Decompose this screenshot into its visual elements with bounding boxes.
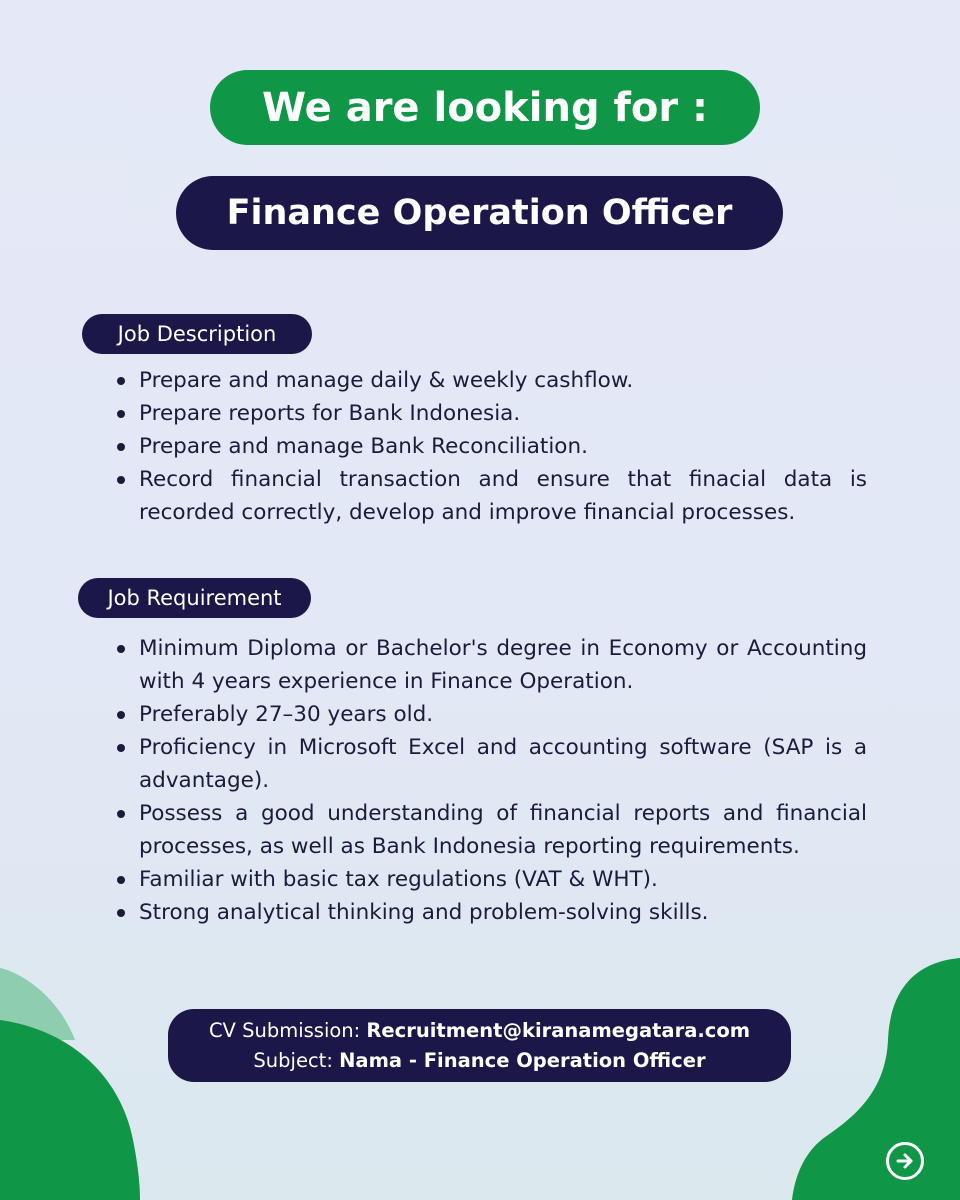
list-item: Possess a good understanding of financial reports and financial processes, as well as Bank Indonesia reporting requirements.: [117, 797, 867, 863]
list-item: Record financial transaction and ensure that finacial data is recorded correctly, develop and improve financial processes.: [117, 463, 867, 529]
position-title-banner: [176, 176, 783, 250]
list-item: Minimum Diploma or Bachelor's degree in Economy or Accounting with 4 years experience in Finance Operation.: [117, 632, 867, 698]
subject-line: [253, 1046, 705, 1076]
list-item: Preferably 27–30 years old.: [117, 698, 867, 731]
job-requirement-title: Job Requirement: [107, 586, 282, 610]
job-description-heading: [82, 314, 312, 354]
list-item: Prepare reports for Bank Indonesia.: [117, 397, 867, 430]
list-item: Strong analytical thinking and problem-solving skills.: [117, 896, 867, 929]
looking-for-text: We are looking for :: [261, 84, 709, 131]
job-description-list: [117, 364, 867, 529]
looking-for-banner: [210, 70, 760, 145]
subject-label: Subject:: [253, 1048, 340, 1072]
list-item: Prepare and manage daily & weekly cashflow.: [117, 364, 867, 397]
subject-value: Nama - Finance Operation Officer: [339, 1048, 706, 1072]
decorative-blob-right: [792, 958, 960, 1200]
list-item: Prepare and manage Bank Reconciliation.: [117, 430, 867, 463]
position-title: Finance Operation Officer: [226, 193, 733, 233]
arrow-right-circle-icon: [894, 1150, 916, 1172]
job-requirement-list: [117, 632, 867, 929]
job-requirement-heading: [78, 578, 311, 618]
cv-label: CV Submission:: [208, 1018, 367, 1042]
job-description-title: Job Description: [117, 322, 277, 346]
recruitment-email[interactable]: Recruitment@kiranamegatara.com: [366, 1018, 751, 1042]
next-button[interactable]: [886, 1142, 924, 1180]
list-item: Proficiency in Microsoft Excel and accounting software (SAP is a advantage).: [117, 731, 867, 797]
list-item: Familiar with basic tax regulations (VAT & WHT).: [117, 863, 867, 896]
cv-submission-box: [168, 1009, 791, 1082]
cv-submission-line: [209, 1016, 750, 1046]
